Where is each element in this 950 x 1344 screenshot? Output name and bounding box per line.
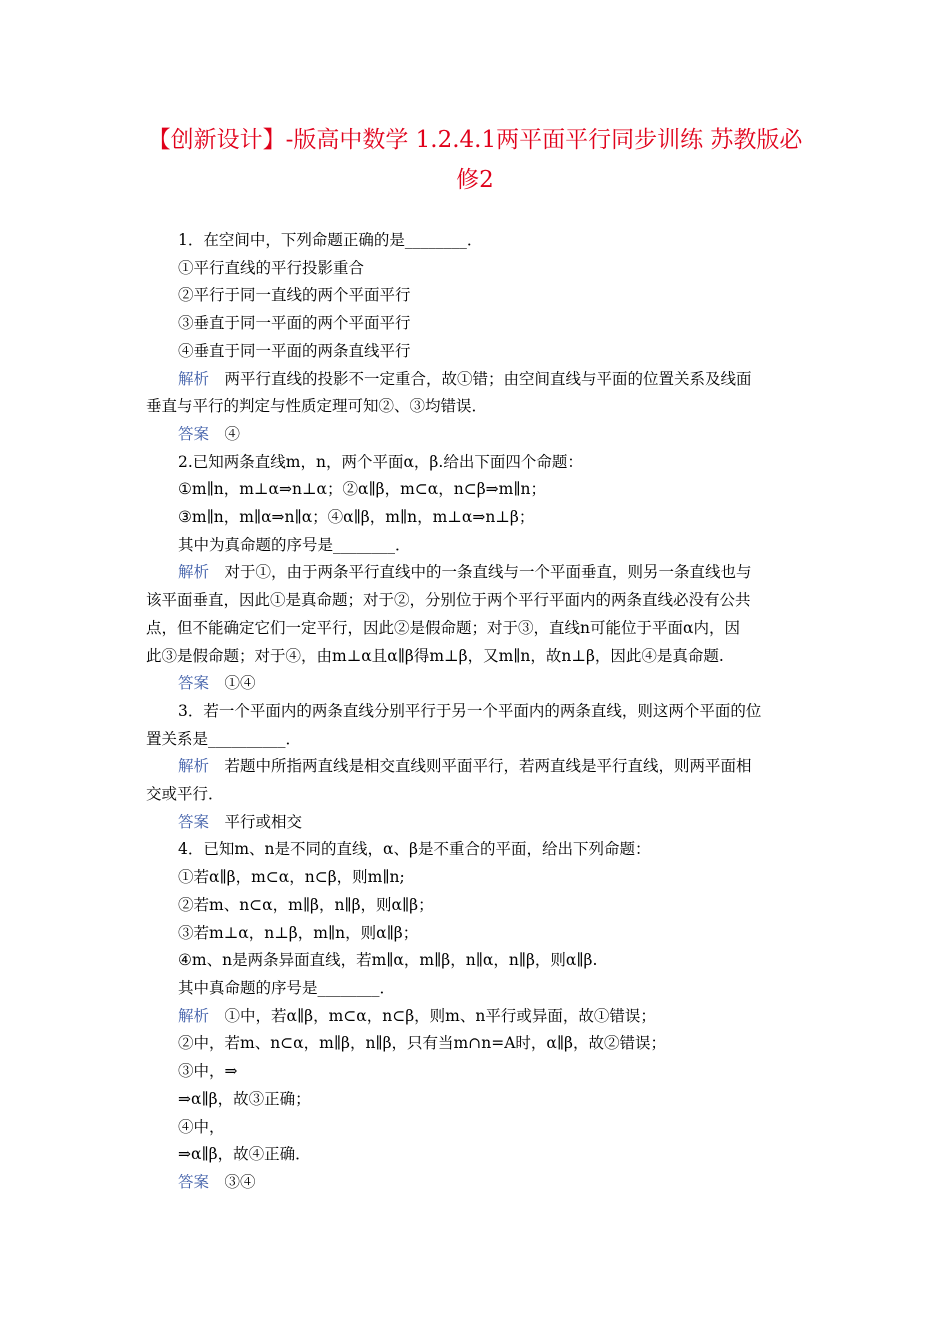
- q1-option-1: ①平行直线的平行投影重合: [178, 258, 365, 277]
- q2-question: 其中为真命题的序号是________．: [178, 535, 411, 554]
- q4-answer: 答案 ③④: [178, 1172, 256, 1191]
- q4-prop-2: ②若m、n⊂α，m∥β，n∥β，则α∥β；: [178, 895, 434, 914]
- q2-props-1: ①m∥n，m⊥α⇒n⊥α；②α∥β，m⊂α，n⊂β⇒m∥n；: [178, 480, 546, 499]
- q2-answer: 答案 ①④: [178, 674, 256, 693]
- q1-stem: 1．在空间中，下列命题正确的是________．: [178, 231, 483, 249]
- q4-analysis-2: ②中，若m、n⊂α，m∥β，n∥β，只有当m∩n=A时，α∥β，故②错误；: [178, 1034, 666, 1053]
- q2-analysis-cont-3: 此③是假命题；对于④，由m⊥α且α∥β得m⊥β，又m∥n，故n⊥β，因此④是真命题.: [146, 646, 724, 665]
- q2-analysis-cont-2: 点，但不能确定它们一定平行，因此②是假命题；对于③，直线n可能位于平面α内，因: [146, 618, 740, 637]
- q1-option-2: ②平行于同一直线的两个平面平行: [178, 286, 411, 305]
- document-body: [146, 227, 810, 1197]
- answer-label: 答案: [178, 1172, 210, 1191]
- analysis-label: 解析: [178, 1006, 210, 1025]
- q2-props-2: ③m∥n，m∥α⇒n∥α；④α∥β，m∥n，m⊥α⇒n⊥β；: [178, 508, 535, 527]
- q3-analysis-cont: 交或平行．: [146, 785, 224, 804]
- q3-analysis: 解析 若题中所指两直线是相交直线则平面平行，若两直线是平行直线，则两平面相: [178, 757, 752, 776]
- q4-analysis-4b: ⇒α∥β，故④正确．: [178, 1145, 311, 1164]
- q1-analysis: 解析 两平行直线的投影不一定重合，故①错；由空间直线与平面的位置关系及线面: [178, 369, 752, 388]
- q4-question: 其中真命题的序号是________．: [178, 978, 396, 997]
- q2-analysis-cont-1: 该平面垂直，因此①是真命题；对于②，分别位于两个平行平面内的两条直线必没有公共: [146, 591, 751, 610]
- q2-stem: 2.已知两条直线m，n，两个平面α，β.给出下面四个命题：: [178, 452, 583, 471]
- q4-analysis-3b: ⇒α∥β，故③正确；: [178, 1089, 311, 1108]
- q1-analysis-cont: 垂直与平行的判定与性质定理可知②、③均错误．: [146, 397, 488, 416]
- analysis-label: 解析: [178, 369, 210, 388]
- title-line-1: 【创新设计】-版高中数学 1.2.4.1两平面平行同步训练 苏教版必: [147, 127, 803, 153]
- q4-prop-4: ④m、n是两条异面直线，若m∥α，m∥β，n∥α，n∥β，则α∥β.: [178, 951, 598, 970]
- q1-answer: 答案 ④: [178, 424, 241, 443]
- q4-analysis-3: ③中，⇒: [178, 1062, 238, 1081]
- answer-label: 答案: [178, 424, 210, 443]
- q4-prop-3: ③若m⊥α，n⊥β，m∥n，则α∥β；: [178, 923, 419, 942]
- answer-label: 答案: [178, 674, 210, 693]
- q4-analysis: 解析 ①中，若α∥β，m⊂α，n⊂β，则m、n平行或异面，故①错误；: [178, 1006, 656, 1025]
- page-title: [140, 120, 810, 200]
- q4-analysis-4: ④中，: [178, 1117, 225, 1136]
- q4-stem: 4．已知m、n是不同的直线，α、β是不重合的平面，给出下列命题：: [178, 840, 651, 859]
- answer-label: 答案: [178, 812, 210, 831]
- q3-stem: 3．若一个平面内的两条直线分别平行于另一个平面内的两条直线，则这两个平面的位: [178, 701, 762, 720]
- q4-prop-1: ①若α∥β，m⊂α，n⊂β，则m∥n;: [178, 868, 405, 887]
- q3-answer: 答案 平行或相交: [178, 812, 303, 831]
- title-line-2: 修2: [456, 167, 494, 193]
- q1-option-3: ③垂直于同一平面的两个平面平行: [178, 314, 411, 333]
- q1-option-4: ④垂直于同一平面的两条直线平行: [178, 341, 411, 360]
- analysis-label: 解析: [178, 757, 210, 776]
- q3-stem-cont: 置关系是__________．: [146, 729, 302, 748]
- analysis-label: 解析: [178, 563, 210, 582]
- q2-analysis: 解析 对于①，由于两条平行直线中的一条直线与一个平面垂直，则另一条直线也与: [178, 563, 752, 582]
